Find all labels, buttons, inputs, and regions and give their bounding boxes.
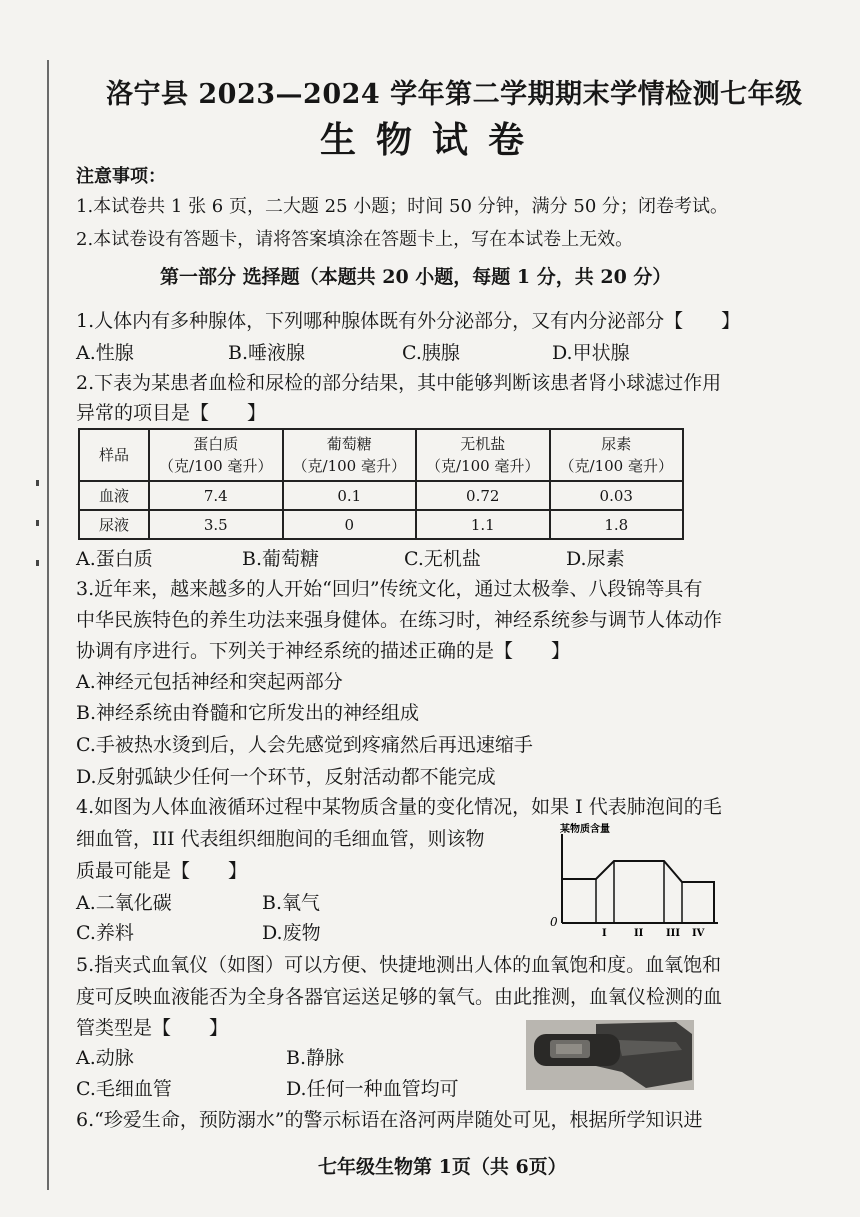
table-cell: 1.1: [416, 510, 550, 539]
table-header-row: [79, 429, 683, 481]
q4-option-c: C.养料: [76, 922, 134, 944]
table-cell: 1.8: [550, 510, 684, 539]
test-results-table: [78, 428, 684, 540]
question-4-stem: 质最可能是【 】: [76, 860, 248, 882]
column-name: 葡萄糖: [326, 435, 372, 453]
column-unit: （克/100 毫升）: [559, 457, 673, 475]
q1-option-b: B.唾液腺: [228, 342, 306, 364]
q3-option-b: B.神经系统由脊髓和它所发出的神经组成: [76, 702, 420, 724]
q2-option-b: B.葡萄糖: [242, 548, 320, 570]
graph-segment-label: IV: [692, 928, 705, 938]
graph-curve: [562, 861, 714, 923]
q1-option-d: D.甲状腺: [552, 342, 630, 364]
table-row: [79, 510, 683, 539]
page-footer: 七年级生物第 1页（共 6页）: [318, 1156, 567, 1178]
graph-segment-label: II: [634, 928, 644, 938]
note-item: 1.本试卷共 1 张 6 页，二大题 25 小题；时间 50 分钟，满分 50 分；闭卷考试。: [76, 196, 729, 217]
table-header-cell: 样品: [79, 429, 149, 481]
column-unit: （克/100 毫升）: [426, 457, 540, 475]
question-4-stem: 4.如图为人体血液循环过程中某物质含量的变化情况，如果 I 代表肺泡间的毛: [76, 796, 722, 818]
question-5-stem: 5.指夹式血氧仪（如图）可以方便、快捷地测出人体的血氧饱和度。血氧饱和: [76, 954, 722, 976]
q2-option-d: D.尿素: [566, 548, 625, 570]
graph-segment-label: III: [666, 928, 681, 938]
table-cell: 3.5: [149, 510, 283, 539]
q3-option-d: D.反射弧缺少任何一个环节，反射活动都不能完成: [76, 766, 496, 788]
question-3-stem: 3.近年来，越来越多的人开始“回归”传统文化，通过太极拳、八段锦等具有: [76, 578, 703, 600]
q5-option-a: A.动脉: [76, 1047, 134, 1069]
q3-option-c: C.手被热水烫到后，人会先感觉到疼痛然后再迅速缩手: [76, 734, 533, 756]
graph-ylabel: 某物质含量: [560, 824, 610, 835]
q1-option-c: C.胰腺: [402, 342, 460, 364]
row-label: 尿液: [79, 510, 149, 539]
column-unit: （克/100 毫升）: [292, 457, 406, 475]
q4-option-a: A.二氧化碳: [76, 892, 172, 914]
oximeter-display-icon: [556, 1044, 582, 1054]
q2-option-a: A.蛋白质: [76, 548, 153, 570]
table-cell: 7.4: [149, 481, 283, 510]
question-6-stem: 6.“珍爱生命，预防溺水”的警示标语在洛河两岸随处可见，根据所学知识进: [76, 1109, 703, 1131]
margin-mark: [36, 480, 39, 486]
q5-option-c: C.毛细血管: [76, 1078, 172, 1100]
column-name: 蛋白质: [193, 435, 239, 453]
q4-option-b: B.氧气: [262, 892, 321, 914]
table-header-cell: [149, 429, 283, 481]
note-item: 2.本试卷设有答题卡，请将答案填涂在答题卡上，写在本试卷上无效。: [76, 229, 634, 250]
q5-option-d: D.任何一种血管均可: [286, 1078, 459, 1100]
question-3-stem: 协调有序进行。下列关于神经系统的描述正确的是【 】: [76, 640, 571, 662]
table-cell: 0.72: [416, 481, 550, 510]
substance-content-graph: [548, 820, 722, 938]
column-name: 尿素: [601, 435, 632, 453]
q1-option-a: A.性腺: [76, 342, 134, 364]
section-title: 第一部分 选择题（本题共 20 小题，每题 1 分，共 20 分）: [160, 266, 672, 288]
question-5-stem: 度可反映血液能否为全身各器官运送足够的氧气。由此推测，血氧仪检测的血: [76, 986, 723, 1008]
table-header-cell: [416, 429, 550, 481]
margin-mark: [36, 520, 39, 526]
question-2-stem: 异常的项目是【 】: [76, 402, 267, 424]
exam-title: 洛宁县 2023—2024 学年第二学期期末学情检测七年级: [106, 79, 803, 110]
question-4-stem: 细血管，III 代表组织细胞间的毛细血管，则该物: [76, 828, 485, 850]
q4-option-d: D.废物: [262, 922, 321, 944]
table-row: [79, 481, 683, 510]
exam-subtitle: 生物试卷: [320, 119, 545, 161]
notes-heading: 注意事项：: [76, 166, 166, 187]
question-3-stem: 中华民族特色的养生功法来强身健体。在练习时，神经系统参与调节人体动作: [76, 609, 723, 631]
column-unit: （克/100 毫升）: [159, 457, 273, 475]
margin-line: [47, 60, 49, 1190]
table-cell: 0.1: [283, 481, 417, 510]
question-1-stem: 1.人体内有多种腺体，下列哪种腺体既有外分泌部分，又有内分泌部分【 】: [76, 310, 741, 332]
q3-option-a: A.神经元包括神经和突起两部分: [76, 671, 343, 693]
q5-option-b: B.静脉: [286, 1047, 345, 1069]
pulse-oximeter-image: [526, 1020, 694, 1090]
graph-segment-label: I: [602, 928, 607, 938]
column-name: 无机盐: [460, 435, 506, 453]
table-header-cell: [550, 429, 684, 481]
q2-option-c: C.无机盐: [404, 548, 481, 570]
question-5-stem: 管类型是【 】: [76, 1017, 229, 1039]
table-cell: 0: [283, 510, 417, 539]
question-2-stem: 2.下表为某患者血检和尿检的部分结果，其中能够判断该患者肾小球滤过作用: [76, 372, 722, 394]
table-cell: 0.03: [550, 481, 684, 510]
graph-origin: 0: [550, 915, 558, 929]
row-label: 血液: [79, 481, 149, 510]
table-header-cell: [283, 429, 417, 481]
margin-mark: [36, 560, 39, 566]
